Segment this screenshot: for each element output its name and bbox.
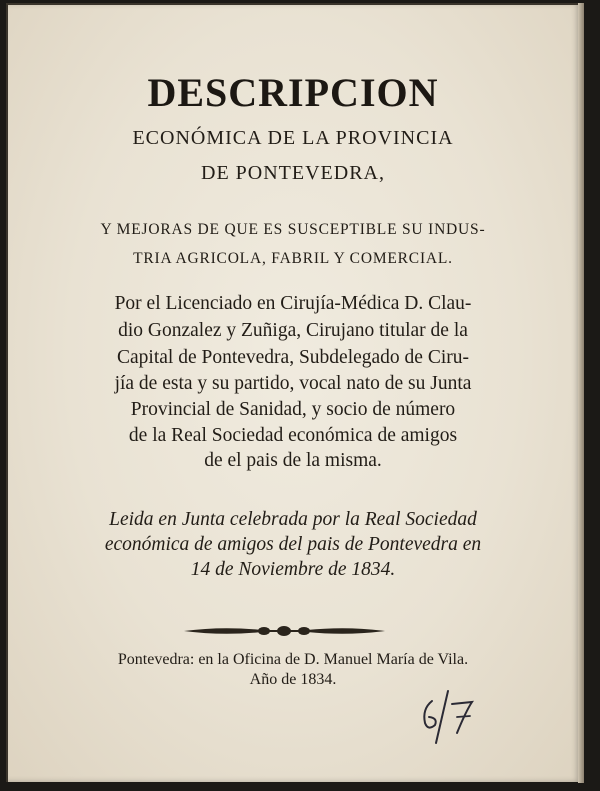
imprint-line-1: Pontevedra: en la Oficina de D. Manuel María de Vila.	[117, 651, 469, 668]
author-line-7: de el pais de la misma.	[204, 450, 382, 471]
title-page	[6, 3, 580, 782]
handwritten-note	[418, 687, 478, 747]
author-line-2: dio Gonzalez y Zuñiga, Cirujano titular de la	[118, 320, 468, 341]
author-line-1: Por el Licenciado en Cirujía-Médica D. Clau-	[114, 293, 472, 314]
page-edge	[578, 3, 584, 783]
author-line-3: Capital de Pontevedra, Subdelegado de Ciru-	[117, 347, 469, 368]
reading-line-3: 14 de Noviembre de 1834.	[190, 559, 396, 580]
imprint-line-2: Año de 1834.	[249, 671, 337, 688]
author-line-4: jía de esta y su partido, vocal nato de su Junta	[114, 373, 472, 394]
secondary-line-1: Y MEJORAS DE QUE ES SUSCEPTIBLE SU INDUS-	[100, 221, 486, 238]
reading-line-2: económica de amigos del pais de Pontevedra en	[104, 534, 482, 555]
author-line-5: Provincial de Sanidad, y socio de número	[130, 399, 456, 420]
author-line-6: de la Real Sociedad económica de amigos	[128, 425, 458, 446]
page-title: DESCRIPCION	[147, 70, 439, 115]
subtitle-line-2: DE PONTEVEDRA,	[201, 162, 385, 184]
secondary-line-2: TRIA AGRICOLA, FABRIL Y COMERCIAL.	[133, 250, 453, 267]
reading-line-1: Leida en Junta celebrada por la Real Sociedad	[109, 509, 477, 530]
subtitle-line-1: ECONÓMICA DE LA PROVINCIA	[132, 127, 454, 149]
ornament-rule-icon	[182, 623, 387, 639]
